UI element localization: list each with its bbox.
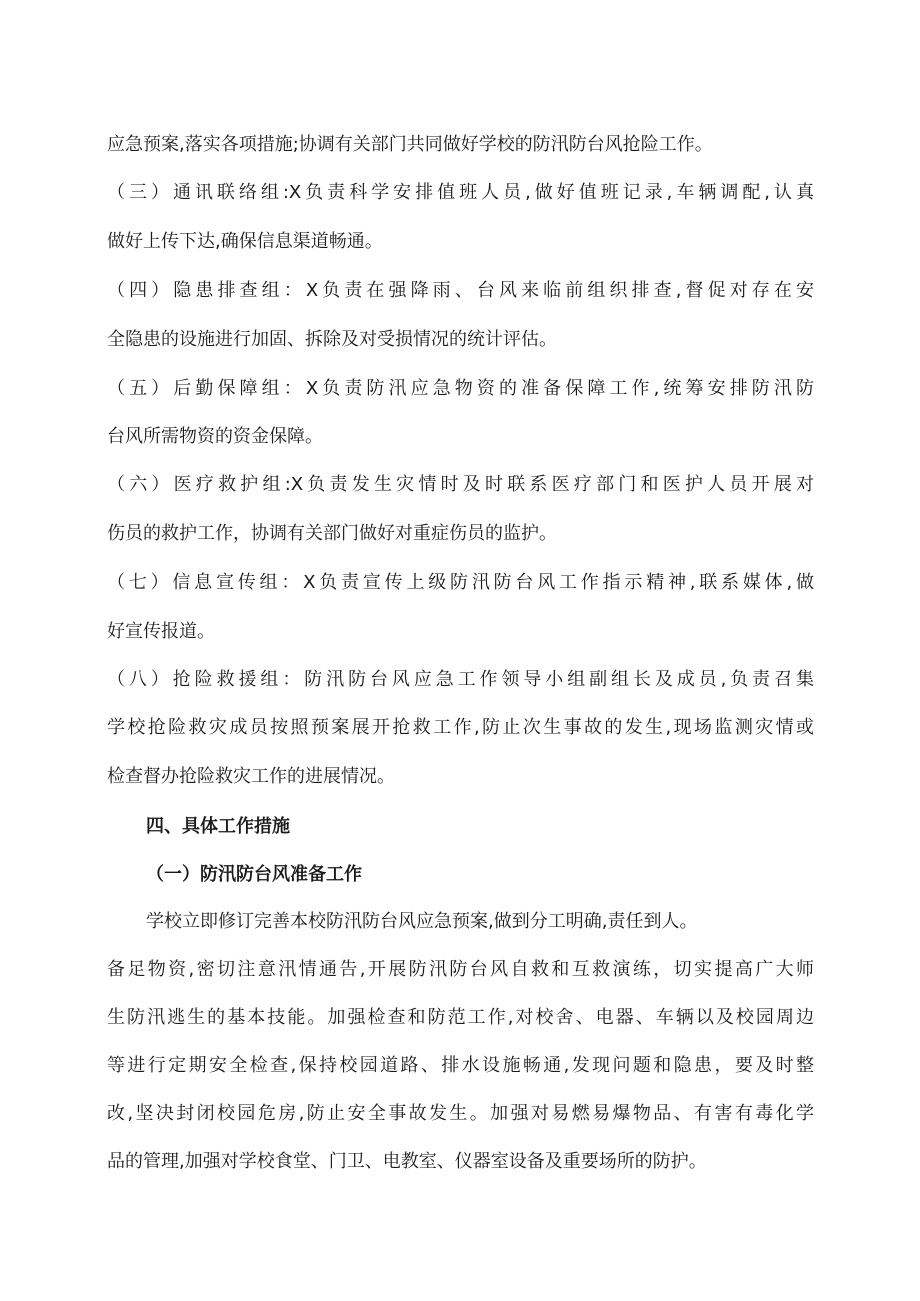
paragraph-line: 品的管理,加强对学校食堂、门卫、电教室、仪器室设备及重要场所的防护。 bbox=[107, 1151, 707, 1172]
paragraph-line: 等进行定期安全检查,保持校园道路、排水设施畅通,发现问题和隐患，要及时整 bbox=[107, 1055, 814, 1076]
paragraph-line: （八）抢险救援组：防汛防台风应急工作领导小组副组长及成员,负责召集 bbox=[107, 669, 814, 690]
paragraph-line: 备足物资,密切注意汛情通告,开展防汛防台风自救和互救演练，切实提高广大师 bbox=[107, 959, 814, 980]
paragraph-line: （七）信息宣传组：X负责宣传上级防汛防台风工作指示精神,联系媒体,做 bbox=[107, 572, 814, 593]
paragraph-line: 学校立即修订完善本校防汛防台风应急预案,做到分工明确,责任到人。 bbox=[146, 911, 698, 932]
paragraph-line: （五）后勤保障组：X负责防汛应急物资的准备保障工作,统筹安排防汛防 bbox=[107, 378, 814, 399]
section-heading: 四、具体工作措施 bbox=[146, 816, 290, 837]
paragraph-line: 生防汛逃生的基本技能。加强检查和防范工作,对校舍、电器、车辆以及校园周边 bbox=[107, 1007, 814, 1028]
paragraph-line: 改,坚决封闭校园危房,防止安全事故发生。加强对易燃易爆物品、有害有毒化学 bbox=[107, 1103, 814, 1124]
subsection-heading: （一）防汛防台风准备工作 bbox=[146, 864, 362, 885]
paragraph-line: 检查督办抢险救灾工作的进展情况。 bbox=[107, 766, 395, 787]
paragraph-line: 台风所需物资的资金保障。 bbox=[107, 426, 323, 447]
paragraph-line: （三）通讯联络组:X负责科学安排值班人员,做好值班记录,车辆调配,认真 bbox=[107, 182, 814, 203]
paragraph-line: （四）隐患排查组：X负责在强降雨、台风来临前组织排查,督促对存在安 bbox=[107, 280, 814, 301]
paragraph-line: （六）医疗救护组:X负责发生灾情时及时联系医疗部门和医护人员开展对 bbox=[107, 474, 814, 495]
paragraph-line: 学校抢险救灾成员按照预案展开抢救工作,防止次生事故的发生,现场监测灾情或 bbox=[107, 717, 814, 738]
paragraph-line: 全隐患的设施进行加固、拆除及对受损情况的统计评估。 bbox=[107, 329, 557, 350]
paragraph-line: 伤员的救护工作，协调有关部门做好对重症伤员的监护。 bbox=[107, 523, 557, 544]
paragraph-line: 做好上传下达,确保信息渠道畅通。 bbox=[107, 231, 383, 252]
paragraph-line: 好宣传报道。 bbox=[107, 621, 215, 642]
paragraph-line: 应急预案,落实各项措施;协调有关部门共同做好学校的防汛防台风抢险工作。 bbox=[107, 134, 713, 155]
